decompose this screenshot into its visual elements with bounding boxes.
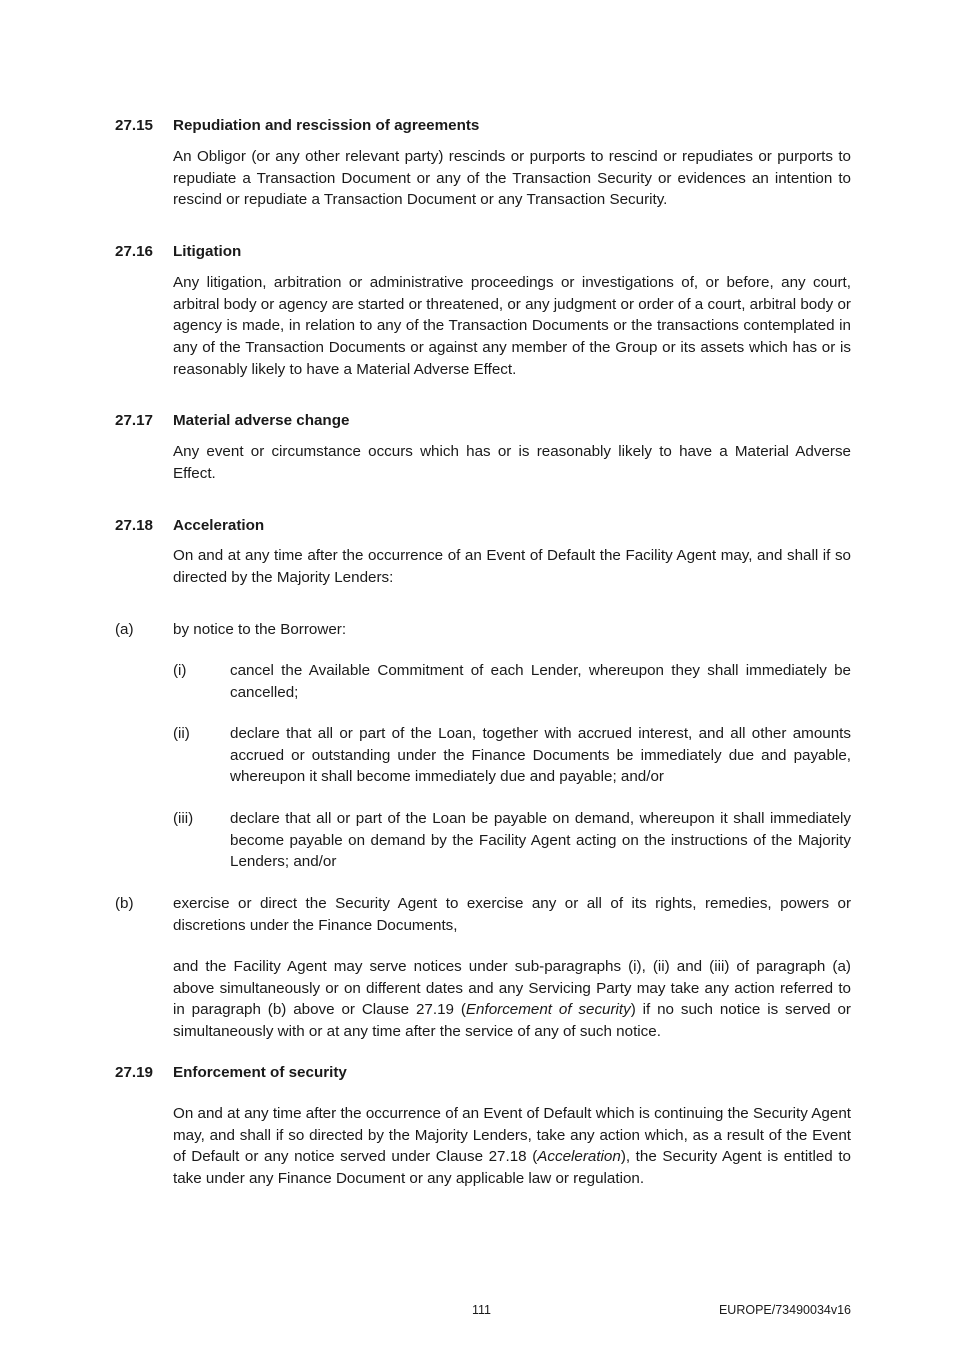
- closing-text-italic: Enforcement of security: [465, 1001, 631, 1019]
- paragraph-text-a: by notice to the Borrower:: [173, 621, 347, 638]
- section-number: 27.15: [115, 117, 154, 134]
- subparagraph-text-i: cancel the Available Commitment of each Lender, whereupon they shall immediately be cancelled;: [230, 662, 851, 701]
- closing-text-part2: ) if no such notice is served or simultaneously with or at any time after the service of any of such notice.: [173, 1001, 851, 1041]
- section-number: 27.19: [115, 1064, 154, 1081]
- section-intro-27-18: On and at any time after the occurrence of an Event of Default the Facility Agent may, and shall if so directed by the Majority Lenders:: [173, 547, 851, 586]
- paragraph-label-a: (a): [115, 621, 134, 638]
- subparagraph-label-iii: (iii): [173, 810, 194, 827]
- section-body-27-17: Any event or circumstance occurs which has or is reasonably likely to have a Material Adverse Effect.: [173, 443, 851, 482]
- subparagraph-label-ii: (ii): [173, 725, 190, 742]
- subparagraph-text-ii: declare that all or part of the Loan, together with accrued interest, and all other amounts accrued or outstanding under the Finance Documents be immediately due and payable, whereupon it shall become immediately due and payable; and/or: [230, 725, 851, 786]
- section-number: 27.18: [115, 517, 154, 534]
- section-heading-27-18: [115, 515, 264, 537]
- section-title: Litigation: [173, 243, 242, 260]
- section-body-27-16: Any litigation, arbitration or administrative proceedings or investigations of, or before, any court, arbitral body or agency are started or threatened, or any judgment or order of a court, arbitral body or agency is made, in relation to any of the Transaction Documents or the transactions contemplated in any of the Transaction Documents or against any member of the Group or its assets which has or is reasonably likely to have a Material Adverse Effect.: [173, 274, 851, 378]
- section-body-27-19: [173, 1103, 851, 1190]
- subparagraph-text-iii: declare that all or part of the Loan be payable on demand, whereupon it shall immediately become payable on demand by the Facility Agent acting on the instructions of the Majority Lenders; and/or: [230, 810, 851, 871]
- section-title: Repudiation and rescission of agreements: [173, 117, 480, 134]
- section-heading-27-17: [115, 410, 349, 432]
- body-text-part2: ), the Security Agent is entitled to take under any Finance Document or any applicable law or regulation.: [173, 1148, 851, 1188]
- body-text-italic: Acceleration: [537, 1148, 621, 1166]
- paragraph-text-b: exercise or direct the Security Agent to exercise any or all of its rights, remedies, powers or discretions under the Finance Documents,: [173, 895, 851, 934]
- section-title: Enforcement of security: [173, 1064, 347, 1081]
- closing-text-part1: and the Facility Agent may serve notices under sub-paragraphs (i), (ii) and (iii) of paragraph (a) above simultaneously or on different dates and any Servicing Party may take any action referred to in paragraph (b) above or Clause 27.19 (: [173, 958, 851, 1019]
- section-title: Acceleration: [173, 517, 265, 534]
- section-title: Material adverse change: [173, 412, 350, 429]
- section-heading-27-16: [115, 241, 241, 263]
- section-heading-27-19: [115, 1062, 347, 1084]
- paragraph-label-b: (b): [115, 895, 134, 912]
- page-number: 111: [472, 1303, 492, 1317]
- section-heading-27-15: [115, 115, 479, 137]
- section-body-27-15: An Obligor (or any other relevant party) rescinds or purports to rescind or repudiates or purports to repudiate a Transaction Document or any of the Transaction Security or evidences an intention to rescind or repudiate a Transaction Document or any Transaction Security.: [173, 148, 851, 209]
- section-number: 27.17: [115, 412, 154, 429]
- body-text-part1: On and at any time after the occurrence of an Event of Default which is continuing the Security Agent may, and shall if so directed by the Majority Lenders, take any action which, as a result of the Event of Default or any notice served under Clause 27.18 (: [173, 1105, 851, 1166]
- subparagraph-label-i: (i): [173, 662, 187, 679]
- document-reference: EUROPE/73490034v16: [718, 1303, 851, 1317]
- section-number: 27.16: [115, 243, 154, 260]
- section-closing-27-18: [173, 956, 851, 1043]
